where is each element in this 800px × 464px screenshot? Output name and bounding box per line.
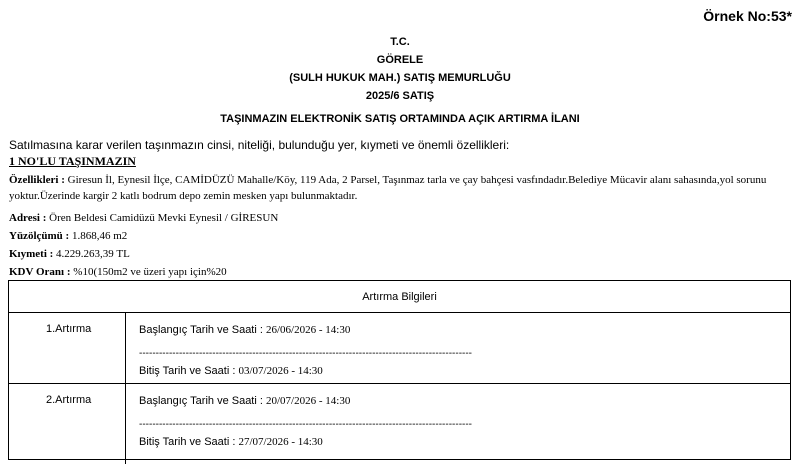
end-datetime xyxy=(139,365,323,377)
end-label: Bitiş Tarih ve Saati : xyxy=(139,365,239,377)
announcement-title: TAŞINMAZIN ELEKTRONİK SATIŞ ORTAMINDA AÇIK ARTIRMA İLANI xyxy=(220,113,580,125)
value-value: 4.229.263,39 TL xyxy=(53,248,130,260)
address-label: Adresi : xyxy=(9,212,47,224)
features-value: Giresun İl, Eynesil İlçe, CAMİDÜZÜ Mahalle/Köy, 119 Ada, 2 Parsel, Taşınmaz tarla ve çay bahçesi vasfındadır.Belediye Mücavir alanı sahasında,yol sorunu yoktur.Üzerinde kargir 2 katlı bodrum depo zemin mesken yapı bulunmaktadır. xyxy=(9,174,767,202)
row-separator: ---------------------------------------------------------------------------------------------------- xyxy=(139,348,473,359)
header-line-city: GÖRELE xyxy=(376,54,424,66)
intro-text: Satılmasına karar verilen taşınmazın cinsi, niteliği, bulunduğu yer, kıymeti ve önemli özellikleri: xyxy=(9,138,510,152)
start-value: 20/07/2026 - 14:30 xyxy=(265,395,351,407)
lot-title: 1 NO'LU TAŞINMAZIN xyxy=(9,154,136,168)
auction-row xyxy=(9,384,790,464)
auction-row-label: 1.Artırma xyxy=(9,313,126,383)
features-label: Özellikleri : xyxy=(9,174,65,186)
property-value xyxy=(9,246,130,262)
start-datetime xyxy=(139,324,350,336)
auction-row-label: 2.Artırma xyxy=(9,384,126,464)
property-kdv xyxy=(9,264,227,280)
end-value: 27/07/2026 - 14:30 xyxy=(238,436,323,448)
start-value: 26/06/2026 - 14:30 xyxy=(265,324,351,336)
kdv-value: %10(150m2 ve üzeri yapı için%20 xyxy=(70,266,227,278)
auction-table xyxy=(8,280,791,460)
auction-table-header: Artırma Bilgileri xyxy=(9,281,790,313)
kdv-label: KDV Oranı : xyxy=(9,266,71,278)
property-area xyxy=(9,228,127,244)
area-label: Yüzölçümü : xyxy=(9,230,70,242)
area-value: 1.868,46 m2 xyxy=(69,230,128,242)
address-value: Ören Beldesi Camidüzü Mevki Eynesil / GİRESUN xyxy=(46,212,279,224)
header-line-office: (SULH HUKUK MAH.) SATIŞ MEMURLUĞU xyxy=(289,72,511,84)
start-datetime xyxy=(139,395,350,407)
start-label: Başlangıç Tarih ve Saati : xyxy=(139,324,266,336)
header-line-tc: T.C. xyxy=(390,36,410,48)
end-datetime xyxy=(139,436,323,448)
end-label: Bitiş Tarih ve Saati : xyxy=(139,436,239,448)
start-label: Başlangıç Tarih ve Saati : xyxy=(139,395,266,407)
end-value: 03/07/2026 - 14:30 xyxy=(238,365,323,377)
property-features xyxy=(9,172,789,204)
value-label: Kıymeti : xyxy=(9,248,54,260)
row-separator: ---------------------------------------------------------------------------------------------------- xyxy=(139,419,473,430)
header-line-file: 2025/6 SATIŞ xyxy=(365,90,435,102)
sample-number: Örnek No:53* xyxy=(703,8,792,24)
property-address xyxy=(9,210,278,226)
auction-row xyxy=(9,313,790,384)
